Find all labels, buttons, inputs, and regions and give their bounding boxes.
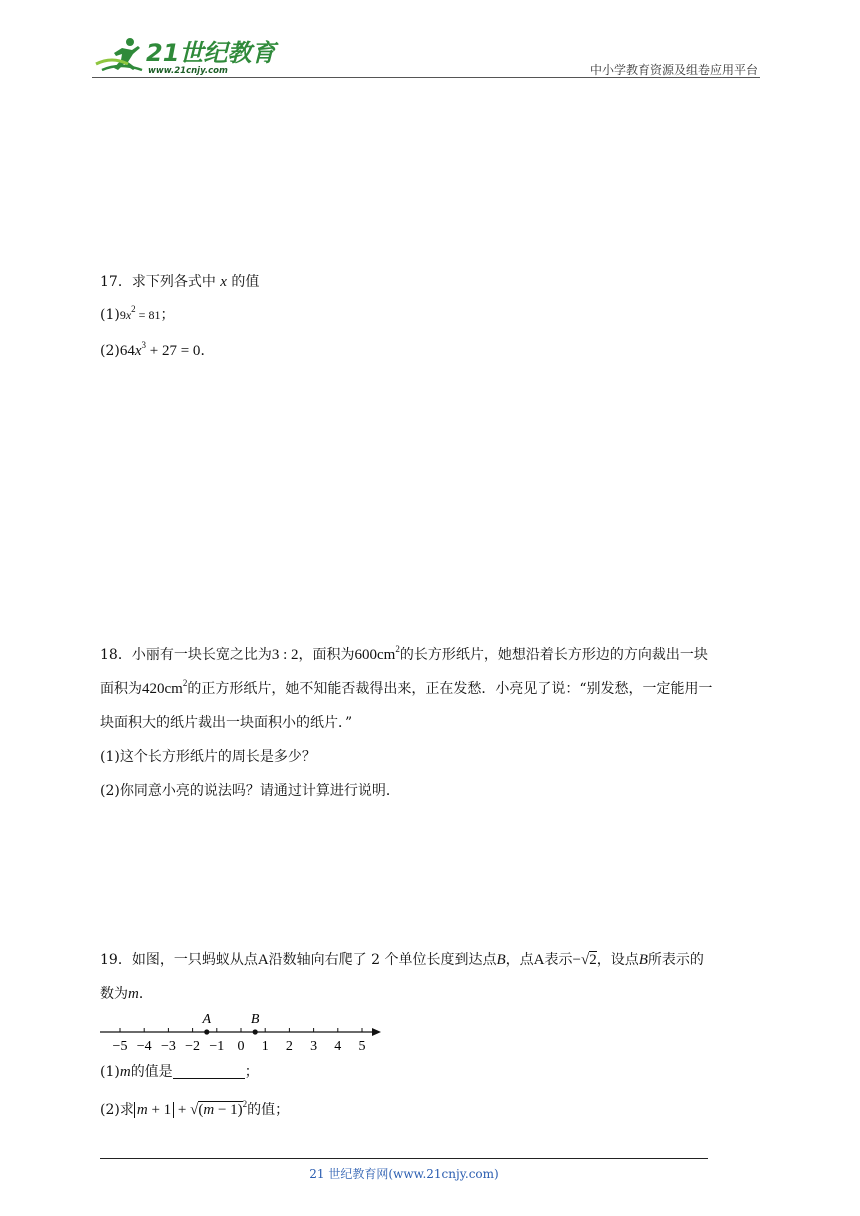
tick-label: −1 [209, 1039, 225, 1054]
tick-label: 5 [358, 1039, 366, 1054]
q17-p1-label: (1) [100, 307, 120, 323]
q19-text: ． [138, 986, 153, 1002]
q18-part-1: (1)这个长方形纸片的周长是多少？ [100, 749, 316, 765]
q19-p1-text: 的值是 [130, 1064, 173, 1080]
page-header [92, 30, 760, 78]
q18-area-2: $420cm^2$ [142, 678, 188, 697]
q19-point-b: B [496, 952, 506, 968]
q19-point-b: B [638, 952, 648, 968]
q19-p1-end: ； [244, 1064, 259, 1080]
q19-var-m: m [128, 986, 139, 1002]
tick-label: −5 [112, 1039, 128, 1054]
tick-label: 1 [261, 1039, 269, 1054]
tick-label: −2 [185, 1039, 201, 1054]
q18-area-1: $600cm^2$ [354, 644, 400, 663]
q19-text: 所表示的 [647, 952, 704, 968]
number-line-figure [96, 1004, 386, 1056]
footer-link[interactable]: 21 世纪教育网(www.21cnjy.com) [309, 1167, 499, 1181]
q19-p2-expression: $m + 1 + √(m - 1)^2$ [134, 1102, 247, 1118]
q18-text: 块面积大的纸片裁出一块面积小的纸片．” [100, 715, 353, 731]
q18-text: ，面积为 [298, 647, 355, 663]
logo-url: www.21cnjy.com [148, 66, 228, 76]
tick-label: −4 [136, 1039, 152, 1054]
q19-text: ，设点 [596, 952, 639, 968]
q17-p1-expression: $9x^2 = 81$ [119, 304, 161, 322]
q19-point-a: A [533, 952, 545, 968]
point-a-dot [204, 1029, 209, 1034]
q17-part-2 [100, 341, 214, 361]
site-logo [92, 34, 276, 76]
tick-label: 0 [237, 1039, 245, 1054]
tick-label: 3 [310, 1039, 318, 1054]
q18-ratio: 3 : 2 [271, 647, 299, 663]
tick-label: −3 [160, 1039, 176, 1054]
q17-p2-label: (2) [100, 343, 120, 359]
answer-blank[interactable] [173, 1063, 245, 1079]
q19-text: ，点 [505, 952, 534, 968]
header-divider [92, 77, 760, 78]
point-b-dot [253, 1029, 258, 1034]
footer-divider [100, 1158, 708, 1159]
q18-text: 的正方形纸片，她不知能否裁得出来，正在发愁．小亮见了说：“别发愁，一定能用一 [187, 681, 713, 697]
q17-p1-end: ； [160, 307, 175, 323]
point-a-label: A [202, 1012, 212, 1027]
q19-part-2 [100, 1100, 289, 1120]
tick-label: 2 [285, 1039, 293, 1054]
logo-text: 21世纪教育 [146, 39, 276, 67]
q19-text: 表示 [544, 952, 573, 968]
q17-p2-expression: $64x^3 + 27 = 0$ [119, 340, 201, 359]
q18-text: 面积为 [100, 681, 142, 697]
header-tagline: 中小学教育资源及组卷应用平台 [589, 63, 758, 77]
q19-text: 19．如图，一只蚂蚁从点 [100, 952, 258, 968]
axis-arrow-icon [372, 1028, 381, 1036]
q19-p2-end: 的值； [247, 1102, 290, 1118]
q19-var-m: m [119, 1064, 131, 1080]
q19-neg-sqrt: −√2 [572, 952, 597, 968]
tick-label: 4 [334, 1039, 342, 1054]
q19-text: 沿数轴向右爬了 2 个单位长度到达点 [268, 952, 497, 968]
q17-stem-suffix: 的值 [231, 274, 260, 290]
q17-part-1 [100, 305, 174, 325]
q18-part-2: (2)你同意小亮的说法吗？请通过计算进行说明． [100, 783, 400, 799]
q17-variable: x [220, 274, 227, 290]
q19-p1-label: (1) [100, 1064, 120, 1080]
q17-stem-prefix: 17．求下列各式中 [100, 274, 216, 290]
runner-icon [96, 38, 142, 70]
q19-text: 数为 [100, 986, 128, 1002]
q19-point-a: A [257, 952, 269, 968]
q17-p2-end: ． [200, 343, 215, 359]
q19-part-1 [100, 1062, 259, 1082]
point-b-label: B [250, 1012, 260, 1027]
q18-text: 18．小丽有一块长宽之比为 [100, 647, 272, 663]
q19-p2-label: (2)求 [100, 1102, 134, 1118]
q18-text: 的长方形纸片，她想沿着长方形边的方向裁出一块 [399, 647, 708, 663]
